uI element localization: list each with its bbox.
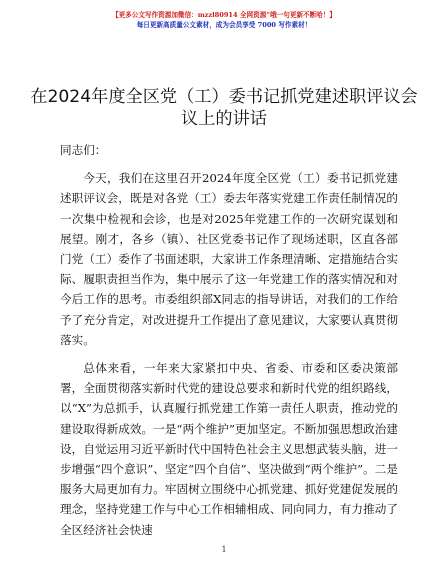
banner-line-1: 【更多公文写作资源加微信：mzzl80914 全网资源”哦一句更新不断哈！】 bbox=[111, 11, 337, 19]
banner-line-2: 每日更新高质量公文素材，成为会员享受 7000 写作素材！ bbox=[136, 21, 312, 29]
body-paragraph: 总体来看，一年来大家紧扣中央、省委、市委和区委决策部署，全面贯彻落实新时代党的建设总要求和新时代党的组织路线，以“X”为总抓手，认真履行抓党建工作第一责任人职责，推动党的建设取得新成效。一是“两个维护”更加坚定。不断加强思想政治建设，自觉运用习近平新时代中国特色社会主义思想武装头脑，进一步增强“四个意识”、坚定“四个自信”、坚决做到“两个维护”。二是服务大局更加有力。牢固树立围绕中心抓党建、抓好党建促发展的理念，坚持党建工作与中心工作相辅相成、同向同力，有力推动了全区经济社会快速 bbox=[60, 361, 398, 537]
document-body bbox=[60, 140, 398, 540]
salutation: 同志们： bbox=[60, 143, 107, 157]
document-title: 在2024年度全区党（工）委书记抓党建述职评议会议上的讲话 bbox=[30, 87, 418, 129]
header-banner bbox=[0, 10, 448, 30]
body-paragraph: 今天，我们在这里召开2024年度全区党（工）委书记抓党建述职评议会，既是对各党（工）委去年落实党建工作责任制情况的一次集中检视和会诊，也是对2025年党建工作的一次研究谋划和展望。刚才，各乡（镇）、社区党委书记作了现场述职，区直各部门党（工）委作了书面述职，大家讲工作条理清晰、定措施结合实际、履职责担当作为，集中展示了这一年党建工作的落实情况和对今后工作的思考。市委组织部X同志的指导讲话，对我们的工作给予了充分肯定，对改进提升工作提出了意见建议，大家要认真贯彻落实。 bbox=[60, 171, 398, 347]
page-number: 1 bbox=[221, 545, 227, 554]
